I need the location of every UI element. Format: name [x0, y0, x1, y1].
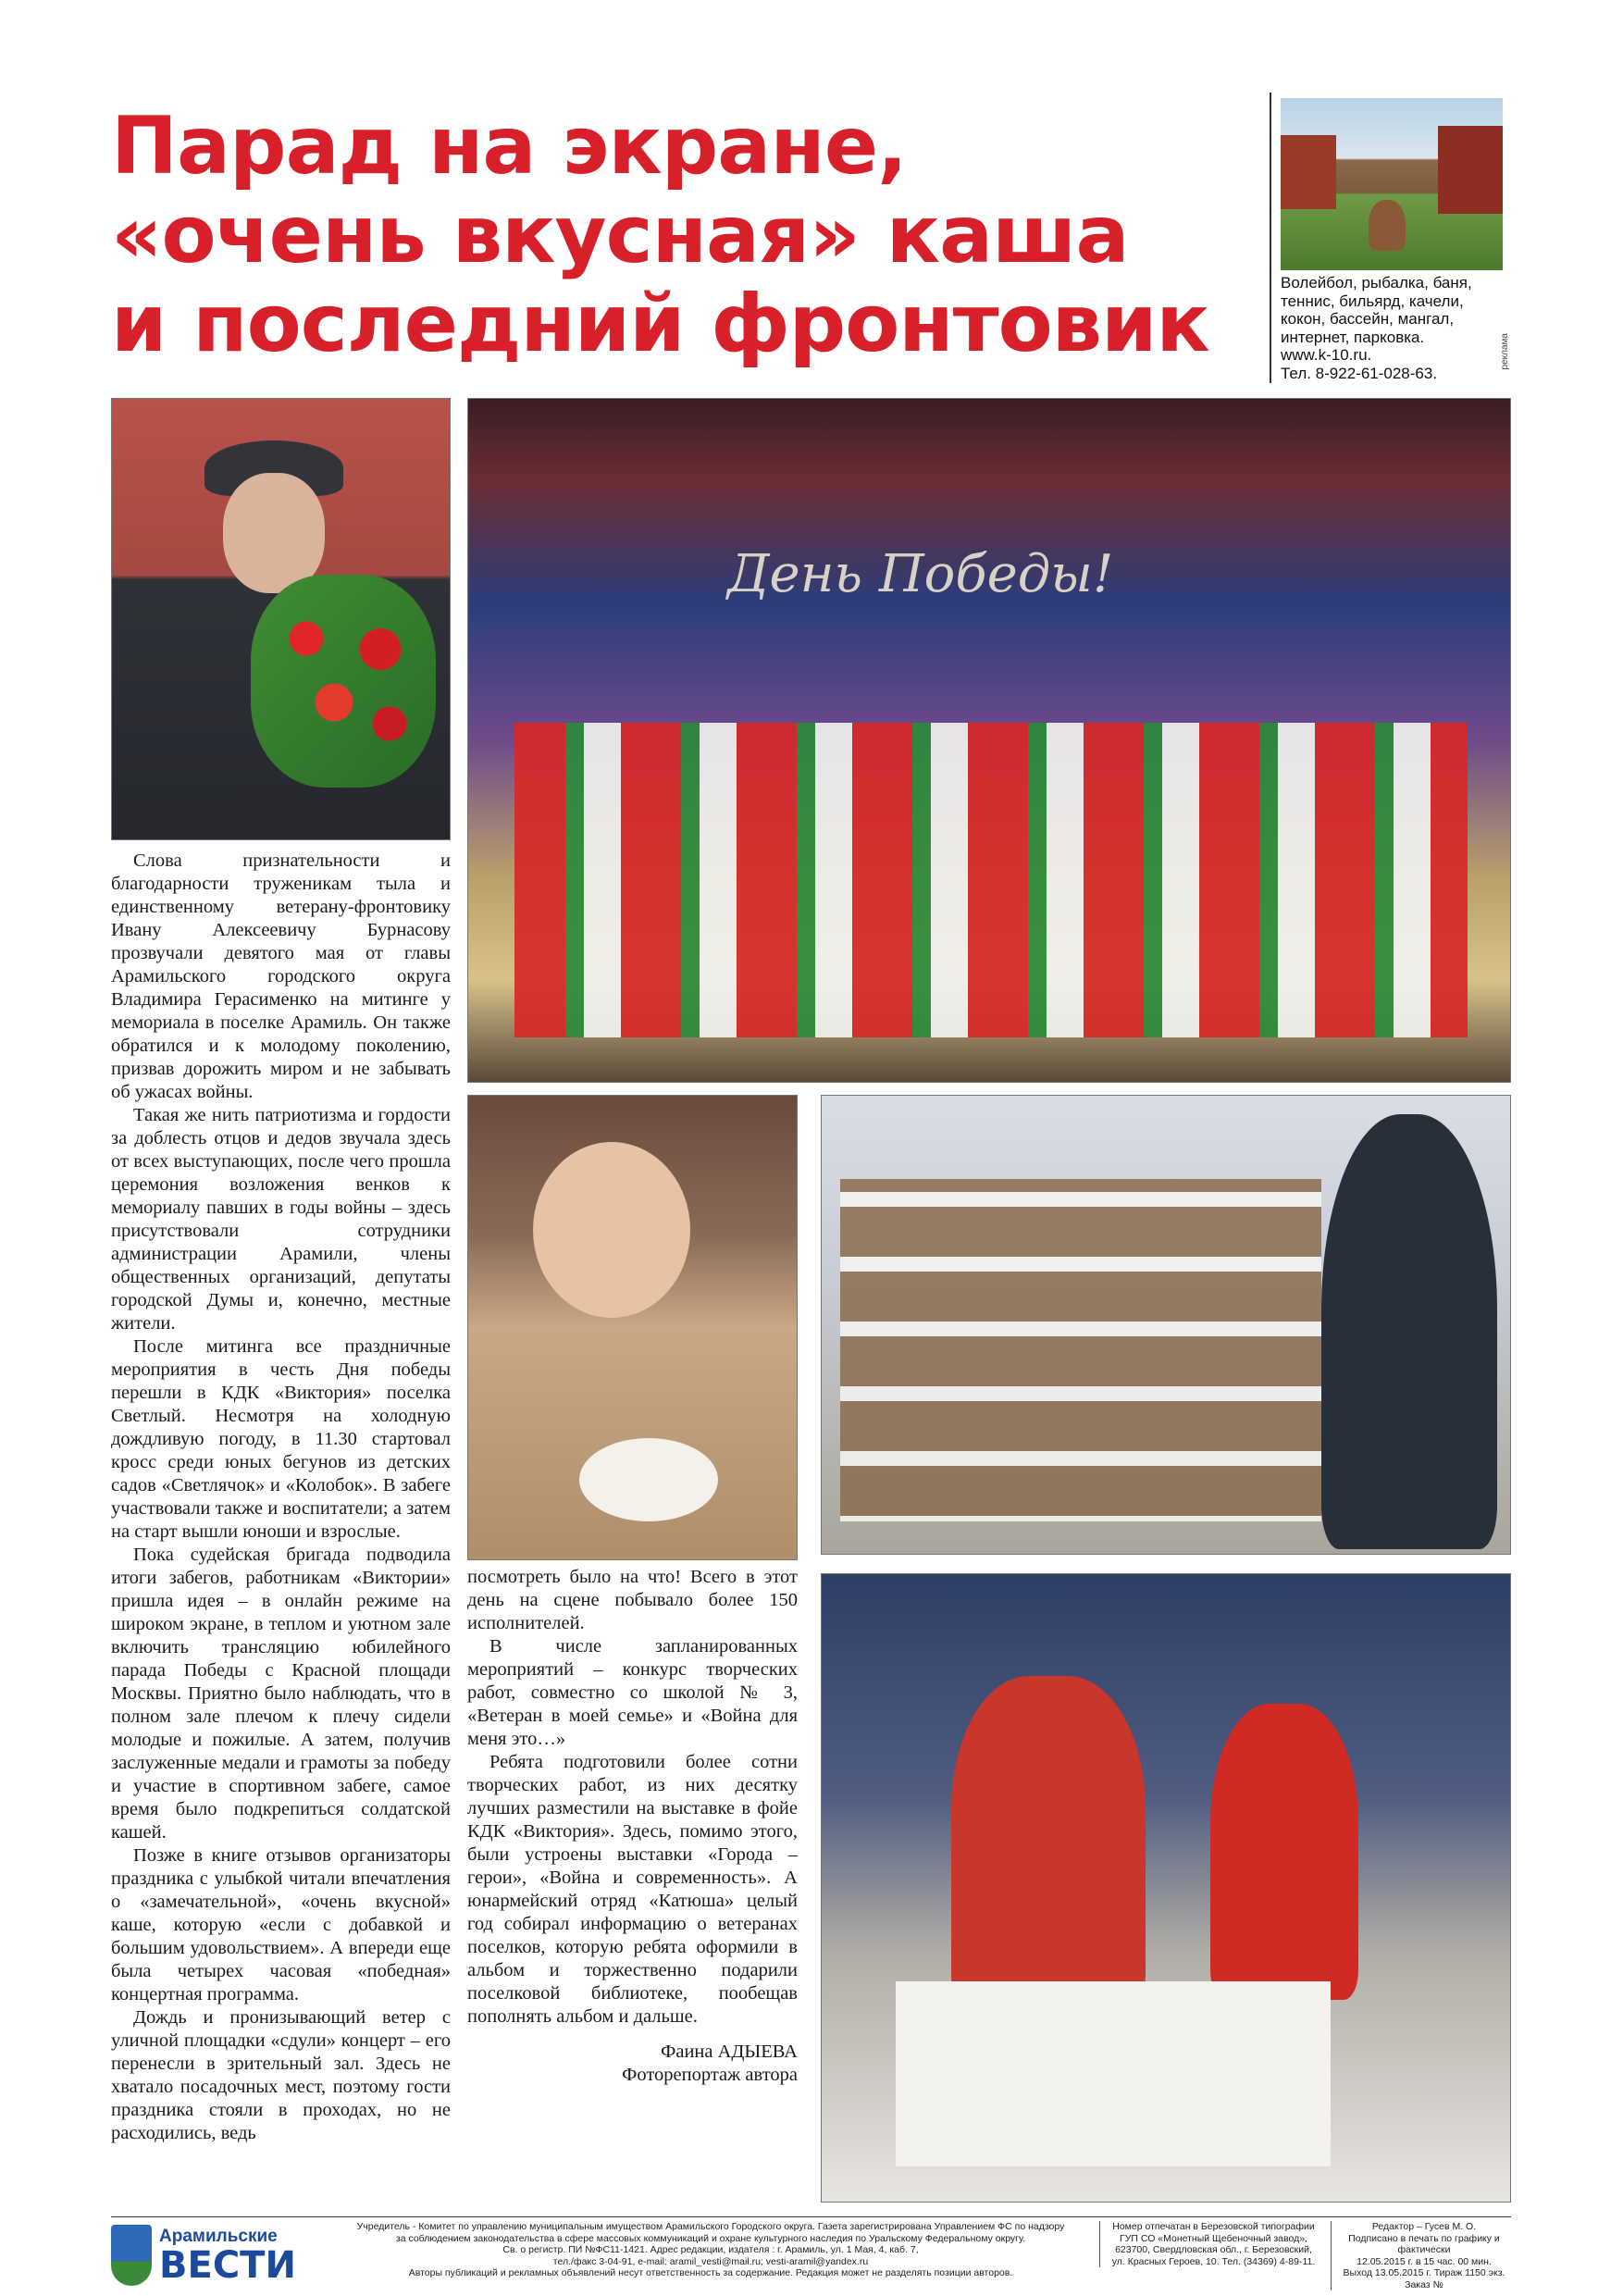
article-column-1 [111, 850, 451, 2145]
boy-head [533, 1142, 690, 1318]
ad-phone: Тел. 8-922-61-028-63. [1281, 364, 1438, 382]
kids-boy [951, 1676, 1146, 2009]
editor-info [1331, 2221, 1511, 2290]
ad-line: Волейбол, рыбалка, баня, [1281, 274, 1472, 292]
paragraph: Пока судейская бригада подводила итоги забегов, работникам «Виктории» пришла идея – в онлайн режиме на широком экране, в теплом и уютном зале включить трансляцию юбилейного парада Победы с Красной площади Москвы. Приятно было наблюдать, что в полном зале плечом к плечу сидели молодые и пожилые. А затем, получив заслуженные медали и грамоты за победу и участие в спортивном забеге, самое время было подкрепиться солдатской кашей. [111, 1545, 451, 1843]
advertisement [1270, 93, 1510, 383]
ad-photo-house-right [1438, 126, 1503, 214]
printing-line: 623700, Свердловская обл., г. Березовский, [1115, 2244, 1312, 2255]
headline-line-1: Парад на экране, [111, 100, 907, 192]
paragraph: Слова признательности и благодарности труженикам тыла и единственному ветерану-фронтовику Ивану Алексеевичу Бурнасову прозвучали девятого мая от главы Арамильского городского округа Владимира Герасименко на митинге у мемориала в поселке Арамиль. Он также обратился и к молодому поколению, призвав дорожить миром и не забывать об ужасах войны. [111, 850, 451, 1102]
photo-veteran [111, 398, 451, 840]
ad-photo [1281, 98, 1503, 270]
headline-line-2: «очень вкусная» каша [111, 189, 1129, 281]
paragraph: После митинга все праздничные мероприятия в честь Дня победы перешли в КДК «Виктория» поселка Светлый. Несмотря на холодную дождливую погоду, в 11.30 стартовал кросс среди юных бегунов из детских садов «Светлячок» и «Колобок». В забеге участвовали также и воспитатели; а затем на старт вышли юноши и взрослые. [111, 1336, 451, 1542]
headline-line-3: и последний фронтовик [111, 278, 1209, 370]
photo-boy-eating [467, 1095, 798, 1560]
paragraph: В числе запланированных мероприятий – конкурс творческих работ, совместно со школой № 3, «Ветеран в моей семье» и «Война для меня это…» [467, 1636, 798, 1749]
paragraph: Такая же нить патриотизма и гордости за доблесть отцов и дедов звучала здесь от всех выступающих, после чего прошла церемония возложения венков к мемориалу павших в годы войны – здесь присутствовали сотрудники администрации Арамили, члены общественных организаций, депутаты городской Думы и, конечно, местные жители. [111, 1105, 451, 1334]
stage-screen-text: День Победы! [727, 544, 1114, 604]
ad-mark: реклама [1500, 333, 1510, 370]
paragraph: Позже в книге отзывов организаторы праздника с улыбкой читали впечатления о «замечательной», «очень вкусной» каше, которую «если с добавкой и большим удовольствием». А впереди еще была четырех часовая «победная» концертная программа. [111, 1845, 451, 2004]
headline [111, 102, 1249, 368]
printing-line: ул. Красных Героев, 10. Тел. (34369) 4-89-11. [1111, 2255, 1316, 2267]
printing-line: ГУП СО «Монетный Щебеночный завод», [1120, 2232, 1307, 2244]
ad-website: www.k-10.ru. [1281, 346, 1372, 364]
editor-line: 12.05.2015 г. в 15 час. 00 мин. [1357, 2255, 1492, 2267]
boy-plate [579, 1438, 718, 1521]
veteran-flowers [251, 575, 436, 788]
ad-line: теннис, бильярд, качели, [1281, 292, 1464, 310]
publisher-line: Св. о регистр. ПИ №ФС11-1421. Адрес редакции, издателя : г. Арамиль, ул. 1 Мая, 4, каб. 7, [502, 2244, 919, 2255]
photo-exhibition [821, 1095, 1511, 1555]
author-name: Фаина АДЫЕВА [661, 2042, 798, 2062]
kids-prop-box [896, 1981, 1331, 2166]
exhibition-boards [840, 1179, 1321, 1521]
article-column-2 [467, 1566, 798, 2029]
logo-text-top: Арамильские [159, 2227, 278, 2246]
kids-girl [1210, 1704, 1358, 2000]
printing-info [1099, 2221, 1321, 2267]
ad-line: интернет, парковка. [1281, 328, 1425, 346]
veteran-face [223, 473, 325, 593]
ad-text [1281, 274, 1503, 382]
stage-singers [514, 723, 1468, 1037]
exhibition-visitor [1321, 1114, 1497, 1549]
publisher-info [331, 2221, 1090, 2279]
paragraph: Ребята подготовили более сотни творческих работ, из них десятку лучших разместили на выставке в фойе КДК «Виктория». Здесь, помимо этого, были устроены выставки «Города – герои», «Война и современность». А юнармейский отряд «Катюша» целый год собирал информацию о ветеранах поселков, которую ребята оформили в альбом и торжественно подарили поселковой библиотеке, пообещав пополнять альбом и дальше. [467, 1752, 798, 2027]
article-signature [467, 2041, 798, 2087]
paragraph: посмотреть было на что! Всего в этот день на сцене побывало более 150 исполнителей. [467, 1567, 798, 1633]
coat-of-arms-icon [111, 2225, 152, 2286]
ad-photo-house-left [1281, 135, 1336, 209]
newspaper-logo [111, 2225, 315, 2290]
ad-line: кокон, бассейн, мангал, [1281, 310, 1455, 328]
paragraph: Дождь и пронизывающий ветер с уличной площадки «сдули» концерт – его перенесли в зрительный зал. Здесь не хватало посадочных мест, поэтому гости праздника стояли в проходах, но не расходились, ведь [111, 2007, 451, 2143]
editor-line: Выход 13.05.2015 г. Тираж 1150 экз. Заказ № [1343, 2267, 1505, 2290]
photo-kids-costumes [821, 1573, 1511, 2203]
photo-credit: Фоторепортаж автора [622, 2065, 798, 2085]
editor-line: Редактор – Гусев М. О. [1371, 2221, 1477, 2232]
editor-line: Подписано в печать по графику и фактически [1348, 2232, 1500, 2255]
publisher-line: за соблюдением законодательства в сфере массовых коммуникаций и охране культурного наследия по Уральскому Федеральному округу. [395, 2232, 1026, 2244]
publisher-line: Учредитель - Комитет по управлению муниципальным имуществом Арамильского Городского округа. Газета зарегистрирована Управлением ФС по надзору [356, 2221, 1065, 2232]
publisher-line: тел./факс 3-04-91, e-mail: aramil_vesti@mail.ru; vesti-aramil@yandex.ru [552, 2255, 869, 2267]
printing-line: Номер отпечатан в Березовской типографии [1112, 2221, 1315, 2232]
publisher-line: Авторы публикаций и рекламных объявлений несут ответственность за содержание. Редакция может не разделять позиции авторов. [408, 2267, 1013, 2278]
ad-photo-wood-sculpture [1369, 200, 1406, 251]
footer [111, 2216, 1511, 2290]
logo-text-bottom: ВЕСТИ [159, 2244, 296, 2287]
photo-stage-performers [467, 398, 1511, 1083]
